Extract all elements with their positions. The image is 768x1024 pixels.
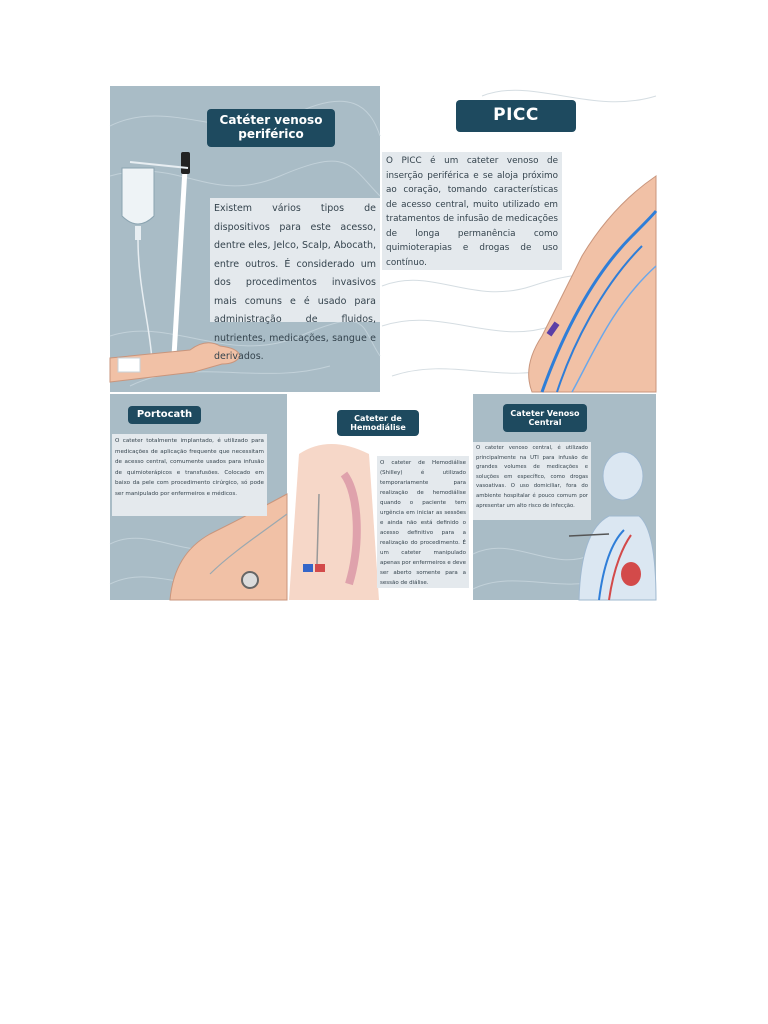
panel-title: Cateter Venoso Central bbox=[503, 404, 587, 432]
panel-title: Cateter de Hemodiálise bbox=[337, 410, 419, 436]
chest-illustration bbox=[289, 434, 379, 600]
panel-title: Catéter venoso periférico bbox=[207, 109, 335, 147]
panel-text: O cateter venoso central, é utilizado principalmente na UTI para infusão de grandes volumes de medicações e soluções em específico, como drogas vasoativas. O uso domiciliar, fora do ambiente hospitalar é pouco comum por apresentar um alto risco de infecção. bbox=[473, 442, 591, 520]
panel-peripheral bbox=[110, 86, 380, 392]
panel-title: PICC bbox=[456, 100, 576, 132]
panel-text: O PICC é um cateter venoso de inserção periférica e se aloja próximo ao coração, tomando características de acesso central, muito utilizado em tratamentos de infusão de medicações de longa permanência como quimioterapias e drogas de uso contínuo. bbox=[382, 152, 562, 270]
catheter-collage bbox=[110, 86, 656, 600]
panel-text: Existem vários tipos de dispositivos para este acesso, dentre eles, Jelco, Scalp, Abocath, entre outros. É considerado um dos procedimentos invasivos mais comuns e é usado para administração de fluidos, nutrientes, medicações, sangue e derivados. bbox=[210, 198, 380, 322]
panel-text: O cateter de Hemodiálise (Shilley) é utilizado temporariamente para realização de hemodiálise quando o paciente tem urgência em iniciar as sessões e ainda não está definido o acesso definitivo para a realização do procedimento. É um cateter manipulado apenas por enfermeiros e deve ser aberto somente para a sessão de diálise. bbox=[377, 456, 469, 588]
panel-hemodialise bbox=[289, 394, 471, 600]
panel-portocath bbox=[110, 394, 287, 600]
panel-picc bbox=[382, 86, 656, 392]
panel-central bbox=[473, 394, 656, 600]
panel-title: Portocath bbox=[128, 406, 201, 424]
panel-text: O cateter totalmente implantado, é utilizado para medicações de aplicação frequente que necessitam de acesso central, comumente usados para infusão de quimioterápicos e transfusões. Colocado em baixo da pele com procedimento cirúrgico, só pode ser manipulado por enfermeiros e médicos. bbox=[112, 434, 267, 516]
